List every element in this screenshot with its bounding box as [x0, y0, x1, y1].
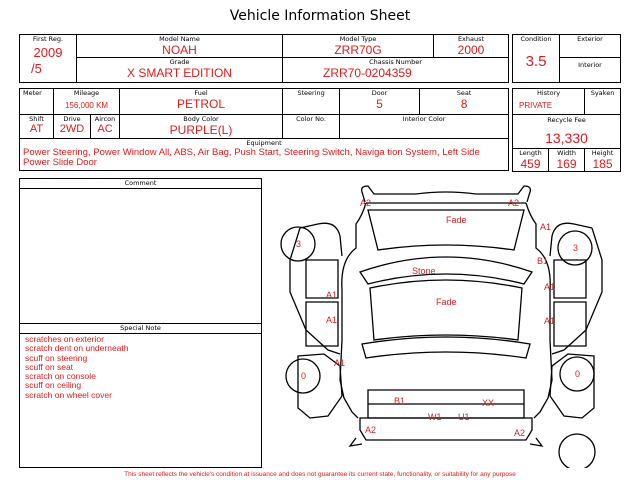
height-label: Height [591, 149, 614, 157]
door: 5 [376, 97, 383, 111]
equipment-label: Equipment [246, 139, 282, 147]
exterior-label: Exterior [577, 35, 603, 43]
interior-label: Interior [578, 61, 602, 69]
list-item: scuff on ceiling [25, 380, 82, 391]
model-type-label: Model Type [339, 35, 377, 43]
shift-cell [20, 115, 54, 139]
mark-front-right-corner: A2 [508, 198, 520, 208]
mark-front-right-wheel: 3 [573, 243, 579, 253]
width-label: Width [557, 149, 576, 157]
mark-left-rear-door: A1 [326, 315, 338, 325]
history-table [512, 88, 621, 172]
comment-box [19, 178, 262, 324]
grade-cell [77, 58, 283, 83]
disclaimer-footer: This sheet reflects the vehicle's condition at issuance and does not guarantee its current state, functionality, or suitability for any purpose [124, 471, 516, 478]
drive: 2WD [59, 123, 85, 135]
mark-front-left-wheel: 3 [296, 239, 302, 249]
mark-right-front-door: A1 [544, 282, 556, 292]
drive-label: Drive [63, 115, 81, 123]
model-name: NOAH [162, 43, 197, 57]
exterior-cell [560, 35, 621, 58]
list-item: scratch on console [25, 371, 96, 382]
seat: 8 [460, 97, 468, 111]
history-label: History [536, 89, 561, 97]
history: PRIVATE [519, 101, 553, 110]
equipment-cell [20, 139, 509, 171]
door-label: Door [371, 89, 388, 97]
color-no-label: Color No. [296, 115, 326, 123]
first-reg-label: First Reg. [32, 35, 64, 43]
length-label: Length [519, 149, 542, 157]
special-note-box [19, 323, 262, 468]
grade-label: Grade [169, 58, 190, 66]
aircon-label: Aircon [94, 115, 116, 123]
list-item: scuff on seat [25, 361, 74, 372]
height: 185 [592, 157, 613, 171]
meter-label: Meter [23, 89, 42, 97]
shift-label: Shift [29, 115, 44, 123]
condition-label: Condition [520, 35, 552, 43]
mark-rear-left-wheel: 0 [301, 371, 307, 381]
condition-table [512, 34, 621, 83]
mileage-label: Mileage [73, 89, 100, 97]
steering-label: Steering [297, 89, 325, 97]
first-reg-year: 2009 [33, 45, 63, 60]
width-cell [549, 149, 585, 172]
body-color-cell [120, 115, 283, 139]
body-color-label: Body Color [183, 115, 219, 123]
recycle-fee-cell [513, 115, 621, 149]
mark-rear-glass-u1: U1 [458, 412, 470, 422]
body-color: PURPLE(L) [169, 123, 233, 137]
mark-rear-gate: XX [482, 398, 495, 408]
mark-roof: Fade [436, 297, 457, 307]
exhaust: 2000 [457, 43, 485, 57]
model-name-label: Model Name [159, 35, 200, 43]
fuel-cell [120, 89, 283, 115]
chassis-number: ZRR70-0204359 [323, 66, 412, 80]
equipment: Power Steering, Power Window All, ABS, Air Bag, Push Start, Steering Switch, Naviga tion System, Left Side Power Slide Door [23, 147, 480, 168]
mark-rear-right-wheel: 0 [575, 369, 581, 379]
drive-cell [54, 115, 91, 139]
aircon-cell [91, 115, 120, 139]
mark-front-right-fender: A1 [540, 222, 552, 232]
first-reg-month: /5 [31, 61, 42, 76]
mark-hood: Fade [446, 215, 467, 225]
steering-cell [283, 89, 340, 115]
aircon: AC [97, 123, 113, 135]
seat-label: Seat [456, 89, 472, 97]
list-item: scratch on wheel cover [25, 389, 112, 400]
syaken-cell [585, 89, 621, 115]
mark-windshield: Stone [412, 266, 436, 276]
meter-cell [20, 89, 54, 115]
mark-right-pillar: B1 [537, 256, 549, 266]
mark-left-front-door: A1 [326, 290, 338, 300]
sheet-title: Vehicle Information Sheet [229, 8, 411, 24]
mileage: 156,000 KM [64, 101, 109, 110]
mark-left-quarter: A1 [334, 358, 346, 368]
length: 459 [520, 157, 541, 171]
grade: X SMART EDITION [127, 66, 232, 80]
spare-wheel-icon [559, 434, 595, 468]
fuel: PETROL [177, 97, 226, 111]
width: 169 [556, 157, 577, 171]
color-no-cell [283, 115, 340, 139]
chassis-cell [283, 58, 509, 83]
mileage-cell [54, 89, 120, 115]
vehicle-header-table [19, 34, 509, 83]
recycle-fee-label: Recycle Fee [547, 116, 586, 124]
special-note-label: Special Note [20, 324, 261, 334]
mark-rear-left: B1 [394, 396, 406, 406]
comment-label: Comment [20, 179, 261, 189]
interior-cell [560, 58, 621, 83]
height-cell [585, 149, 621, 172]
first-reg-cell [20, 35, 77, 83]
recycle-fee: 13,330 [545, 130, 588, 146]
syaken-label: Syaken [590, 89, 615, 97]
length-cell [513, 149, 549, 172]
interior-color-cell [340, 115, 509, 139]
seat-cell [420, 89, 509, 115]
list-item: scratch dent on underneath [25, 343, 129, 354]
list-item: scuff on steering [25, 352, 88, 363]
exhaust-cell [434, 35, 509, 58]
mark-rear-glass-w1: W1 [428, 412, 442, 422]
condition-score: 3.5 [525, 53, 547, 70]
car-damage-diagram [270, 180, 630, 468]
mark-rear-right-corner: A2 [514, 428, 526, 438]
model-type: ZRR70G [334, 43, 382, 57]
model-type-cell [283, 35, 434, 58]
interior-color-label: Interior Color [402, 115, 446, 123]
condition-cell [513, 35, 560, 83]
list-item: scratches on exterior [25, 334, 104, 344]
specs-table [19, 88, 509, 171]
shift: AT [29, 123, 44, 135]
exhaust-label: Exhaust [457, 35, 485, 43]
model-name-cell [77, 35, 283, 58]
history-cell [513, 89, 585, 115]
mark-front-left-corner: A2 [360, 198, 372, 208]
mark-right-rear-door: A1 [544, 316, 556, 326]
mark-rear-left-corner: A2 [365, 425, 377, 435]
fuel-label: Fuel [194, 89, 208, 97]
chassis-label: Chassis Number [369, 58, 422, 66]
special-notes-list [25, 335, 129, 400]
door-cell [340, 89, 420, 115]
